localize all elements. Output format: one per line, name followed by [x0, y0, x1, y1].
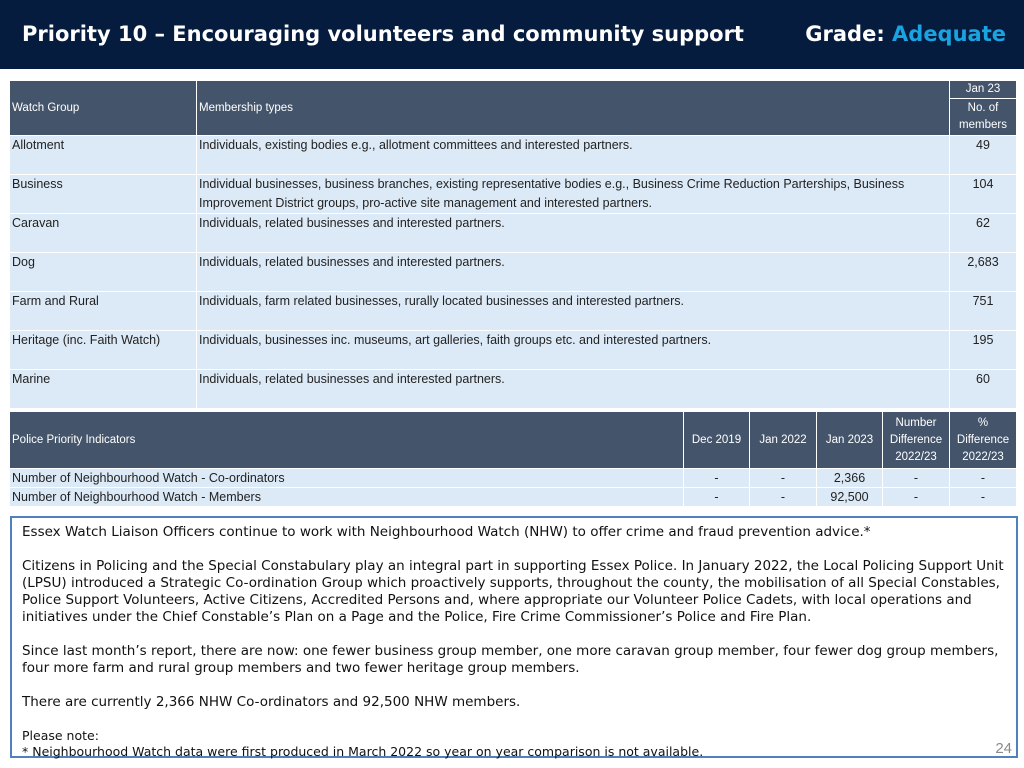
watch-group-cell: Farm and Rural — [10, 292, 197, 331]
commentary-paragraph: Essex Watch Liaison Officers continue to work with Neighbourhood Watch (NHW) to offer crime and fraud prevention advice.* — [22, 524, 871, 540]
commentary-paragraph: There are currently 2,366 NHW Co-ordinators and 92,500 NHW members. — [22, 694, 521, 710]
membership-types-cell: Individuals, businesses inc. museums, art galleries, faith groups etc. and interested partners. — [197, 331, 950, 370]
commentary-paragraph: Since last month’s report, there are now: one fewer business group member, one more caravan group member, four fewer dog group members, four more farm and rural group members and two fewer heritage group members. — [22, 643, 999, 676]
dec-2019-cell: - — [684, 469, 750, 488]
percent-difference-cell: - — [950, 469, 1017, 488]
commentary-paragraph: Citizens in Policing and the Special Constabulary play an integral part in supporting Essex Police. In January 2022, the Local Policing Support Unit (LPSU) introduced a Strategic Co-ordination Group which proactively supports, throughout the county, the mobilisation of all Special Constables, Police Support Volunteers, Active Citizens, Accredited Persons and, where appropriate our Volunteer Police Cadets, with local operations and initiatives under the Chief Constable’s Plan on a Page and the Police, Fire Crime Commissioner’s Police and Fire Plan. — [22, 558, 1004, 625]
dec-2019-cell: - — [684, 488, 750, 507]
indicator-cell: Number of Neighbourhood Watch - Co-ordinators — [10, 469, 684, 488]
watch-group-cell: Heritage (inc. Faith Watch) — [10, 331, 197, 370]
membership-types-cell: Individuals, related businesses and interested partners. — [197, 253, 950, 292]
watch-group-cell: Business — [10, 175, 197, 214]
members-count-cell: 195 — [950, 331, 1017, 370]
membership-types-cell: Individuals, existing bodies e.g., allotment committees and interested partners. — [197, 136, 950, 175]
header-dec-2019: Dec 2019 — [684, 412, 750, 469]
number-difference-cell: - — [883, 488, 950, 507]
slide-header — [0, 0, 1024, 69]
header-watch-group: Watch Group — [10, 81, 197, 136]
members-count-cell: 49 — [950, 136, 1017, 175]
table-row — [10, 136, 1017, 175]
table-row — [10, 175, 1017, 214]
members-count-cell: 60 — [950, 370, 1017, 409]
jan-2022-cell: - — [750, 488, 817, 507]
watch-group-cell: Allotment — [10, 136, 197, 175]
grade-value: Adequate — [892, 22, 1006, 46]
header-indicator: Police Priority Indicators — [10, 412, 684, 469]
members-count-cell: 62 — [950, 214, 1017, 253]
watch-group-cell: Marine — [10, 370, 197, 409]
header-members: No. of members — [950, 99, 1017, 136]
indicator-cell: Number of Neighbourhood Watch - Members — [10, 488, 684, 507]
table-row — [10, 214, 1017, 253]
header-percent-difference: % Difference 2022/23 — [950, 412, 1017, 469]
number-difference-cell: - — [883, 469, 950, 488]
table-row — [10, 331, 1017, 370]
watch-group-cell: Caravan — [10, 214, 197, 253]
table-row — [10, 488, 1017, 507]
grade-label — [805, 22, 1006, 46]
table-header-row — [10, 81, 1017, 99]
members-count-cell: 104 — [950, 175, 1017, 214]
jan-2023-cell: 2,366 — [817, 469, 883, 488]
members-count-cell: 751 — [950, 292, 1017, 331]
header-number-difference: Number Difference 2022/23 — [883, 412, 950, 469]
membership-types-cell: Individuals, related businesses and interested partners. — [197, 214, 950, 253]
members-count-cell: 2,683 — [950, 253, 1017, 292]
membership-types-cell: Individual businesses, business branches, existing representative bodies e.g., Business Crime Reduction Parterships, Business Improvement District groups, pro-active site management and interested partners. — [197, 175, 950, 214]
header-jan-2022: Jan 2022 — [750, 412, 817, 469]
header-period: Jan 23 — [950, 81, 1017, 99]
table-row — [10, 292, 1017, 331]
membership-types-cell: Individuals, related businesses and interested partners. — [197, 370, 950, 409]
page-number: 24 — [995, 740, 1012, 757]
jan-2022-cell: - — [750, 469, 817, 488]
note-footnote: * Neighbourhood Watch data were first produced in March 2022 so year on year comparison is not available. — [22, 744, 704, 759]
indicators-table — [9, 411, 1017, 507]
page-title: Priority 10 – Encouraging volunteers and community support — [22, 22, 744, 46]
table-header-row — [10, 412, 1017, 469]
jan-2023-cell: 92,500 — [817, 488, 883, 507]
membership-types-cell: Individuals, farm related businesses, rurally located businesses and interested partners. — [197, 292, 950, 331]
watch-group-cell: Dog — [10, 253, 197, 292]
commentary-box — [10, 516, 1018, 758]
table-row — [10, 469, 1017, 488]
watch-groups-table — [9, 80, 1017, 409]
header-jan-2023: Jan 2023 — [817, 412, 883, 469]
grade-label-text: Grade: — [805, 22, 885, 46]
table-row — [10, 370, 1017, 409]
table-row — [10, 253, 1017, 292]
note-title: Please note: — [22, 728, 99, 743]
header-membership-types: Membership types — [197, 81, 950, 136]
percent-difference-cell: - — [950, 488, 1017, 507]
